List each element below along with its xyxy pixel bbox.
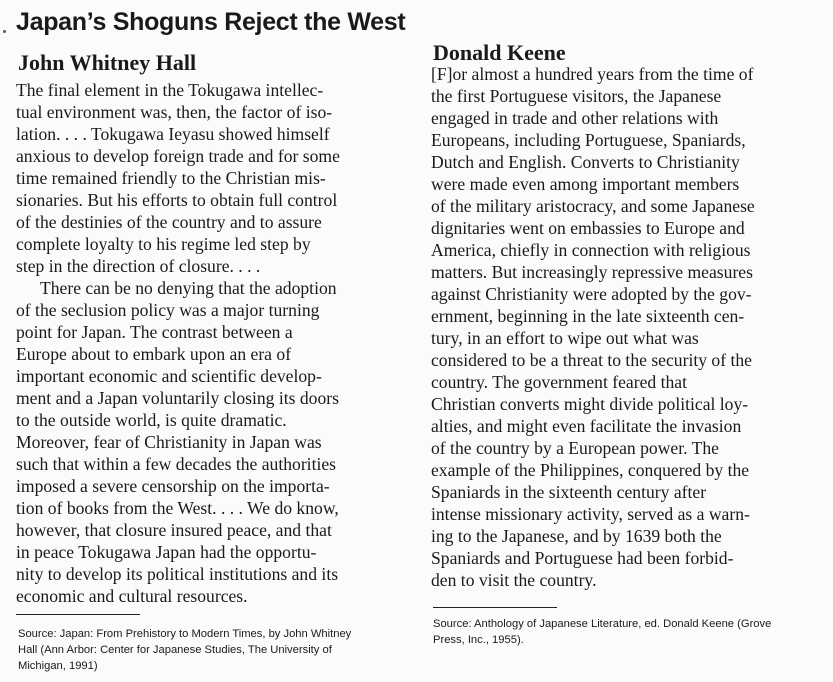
passage-line: example of the Philippines, conquered by the	[431, 460, 750, 480]
passage-line: There can be no denying that the adoption	[40, 278, 337, 298]
passage-line: tual environment was, then, the factor of iso-	[16, 102, 333, 122]
passage-line: in peace Tokugawa Japan had the opportu-	[16, 542, 317, 562]
passage-line: tury, in an effort to wipe out what was	[431, 328, 699, 348]
passage-line: such that within a few decades the authorities	[16, 454, 337, 474]
passage-line: Spaniards in the sixteenth century after	[431, 482, 707, 502]
passage-line: of the destinies of the country and to assure	[16, 212, 322, 232]
passage-line: point for Japan. The contrast between a	[16, 322, 293, 342]
passage-line: anxious to develop foreign trade and for some	[16, 146, 340, 166]
passage-line: dignitaries went on embassies to Europe and	[431, 218, 745, 238]
passage-line: economic and cultural resources.	[16, 586, 248, 606]
source-line: Source: Japan: From Prehistory to Modern Times, by John Whitney	[18, 628, 352, 640]
passage-line: engaged in trade and other relations with	[431, 108, 719, 128]
passage-line: lation. . . . Tokugawa Ieyasu showed himself	[16, 124, 330, 144]
passage-line: Moreover, fear of Christianity in Japan was	[16, 432, 322, 452]
source-line: Hall (Ann Arbor: Center for Japanese Studies, The University of	[18, 644, 332, 656]
passage-line: to the outside world, is quite dramatic.	[16, 410, 287, 430]
source-line: Source: Anthology of Japanese Literature, ed. Donald Keene (Grove	[433, 618, 772, 630]
passage-line: against Christianity were adopted by the gov-	[431, 284, 752, 304]
bullet-dot	[3, 30, 6, 33]
passage-line: Spaniards and Portuguese had been forbid-	[431, 548, 734, 568]
source-line: Michigan, 1991)	[18, 660, 98, 672]
right-source-note	[433, 616, 826, 648]
source-divider	[16, 614, 140, 615]
passage-line: matters. But increasingly repressive measures	[431, 262, 753, 282]
passage-line: den to visit the country.	[431, 570, 597, 590]
passage-line: step in the direction of closure. . . .	[16, 256, 261, 276]
left-author-heading: John Whitney Hall	[18, 50, 197, 75]
passage-line: however, that closure insured peace, and that	[16, 520, 332, 540]
right-passage	[431, 63, 826, 591]
passage-line: nity to develop its political institutions and its	[16, 564, 339, 584]
passage-line: Europe about to embark upon an era of	[16, 344, 292, 364]
passage-line: sionaries. But his efforts to obtain full control	[16, 190, 338, 210]
passage-line: complete loyalty to his regime led step by	[16, 234, 311, 254]
passage-line: alties, and might even facilitate the invasion	[431, 416, 742, 436]
passage-line: ing to the Japanese, and by 1639 both the	[431, 526, 722, 546]
passage-line: ment and a Japan voluntarily closing its doors	[16, 388, 339, 408]
passage-line: [F]or almost a hundred years from the time of	[431, 64, 754, 84]
source-divider	[433, 607, 557, 608]
passage-line: Christian converts might divide political loy-	[431, 394, 749, 414]
passage-line: imposed a severe censorship on the importa-	[16, 476, 330, 496]
source-line: Press, Inc., 1955).	[433, 634, 524, 646]
passage-line: tion of books from the West. . . . We do know,	[16, 498, 339, 518]
passage-line: of the country by a European power. The	[431, 438, 719, 458]
passage-line: America, chiefly in connection with religious	[431, 240, 751, 260]
passage-line: of the seclusion policy was a major turning	[16, 300, 320, 320]
passage-line: of the military aristocracy, and some Japanese	[431, 196, 755, 216]
left-passage	[16, 79, 414, 607]
passage-line: Dutch and English. Converts to Christianity	[431, 152, 740, 172]
passage-line: the first Portuguese visitors, the Japanese	[431, 86, 722, 106]
passage-line: important economic and scientific develop-	[16, 366, 322, 386]
passage-line: time remained friendly to the Christian mis-	[16, 168, 326, 188]
passage-line: The final element in the Tokugawa intellec-	[16, 80, 324, 100]
passage-line: country. The government feared that	[431, 372, 687, 392]
passage-line: intense missionary activity, served as a warn-	[431, 504, 750, 524]
right-author-heading: Donald Keene	[433, 40, 566, 65]
passage-line: were made even among important members	[431, 174, 740, 194]
passage-line: ernment, beginning in the late sixteenth cen-	[431, 306, 745, 326]
page-title: Japan’s Shoguns Reject the West	[16, 8, 406, 36]
passage-line: Europeans, including Portuguese, Spaniards,	[431, 130, 746, 150]
left-source-note	[18, 626, 414, 674]
passage-line: considered to be a threat to the security of the	[431, 350, 752, 370]
